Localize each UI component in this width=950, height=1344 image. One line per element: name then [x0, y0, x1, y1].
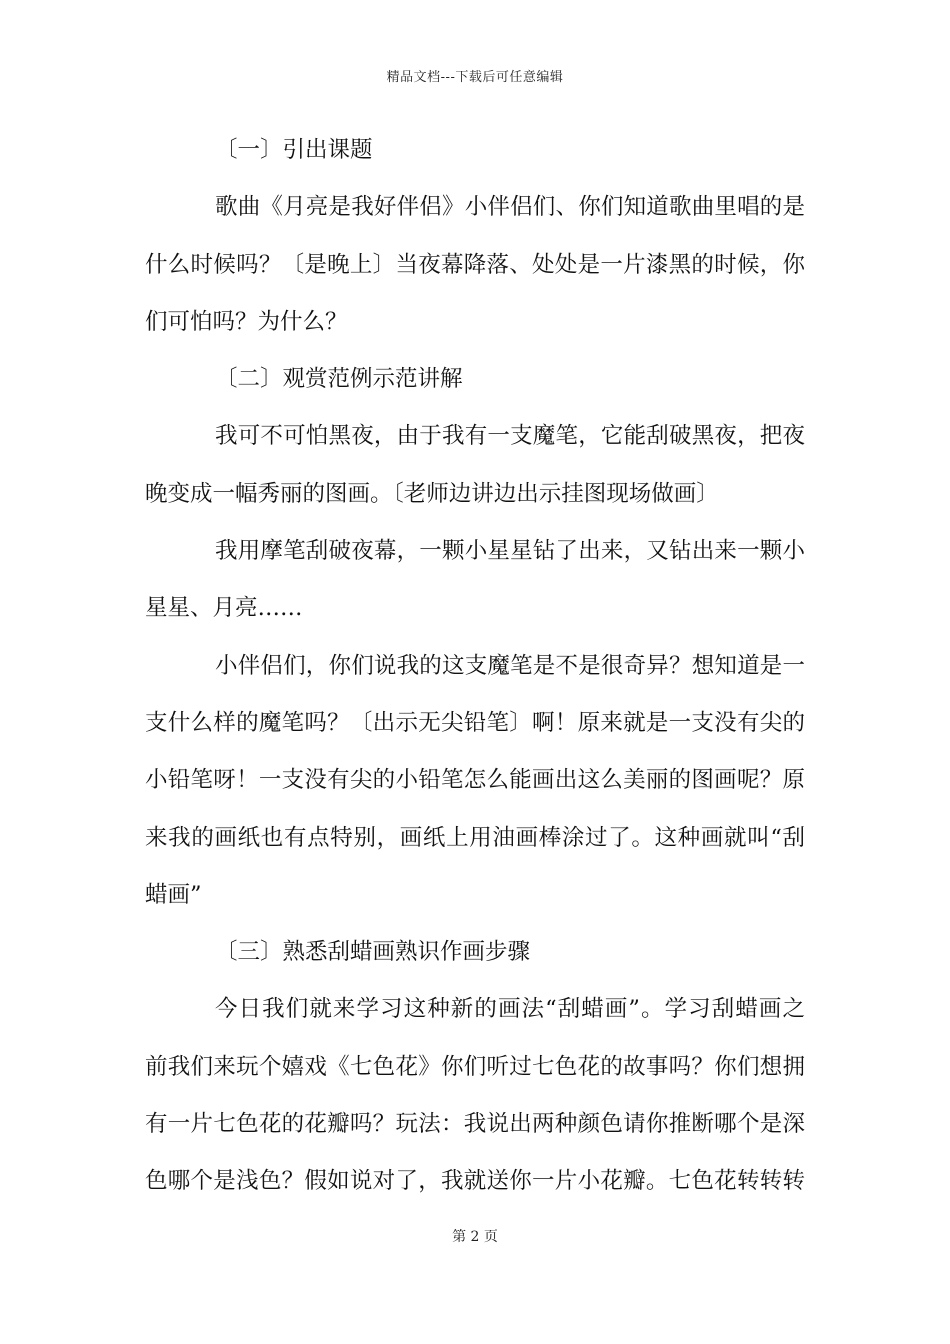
text-line: 我用摩笔刮破夜幕，一颗小星星钻了出来，又钻出来一颗小: [215, 538, 805, 565]
text-line: 我可不可怕黑夜，由于我有一支魔笔，它能刮破黑夜，把夜: [215, 423, 805, 450]
text-line: 歌曲《月亮是我好伴侣》小伴侣们、你们知道歌曲里唱的是: [215, 194, 805, 221]
page-footer: 第 2 页: [452, 1229, 498, 1245]
text-line: 今日我们就来学习这种新的画法“刮蜡画”。学习刮蜡画之: [215, 996, 805, 1023]
text-line: 有一片七色花的花瓣吗？玩法：我说出两种颜色请你推断哪个是深: [145, 1111, 805, 1138]
text-line: 晚变成一幅秀丽的图画。〔老师边讲边出示挂图现场做画〕: [145, 480, 719, 507]
text-line: 〔三〕熟悉刮蜡画熟识作画步骤: [215, 939, 531, 966]
text-line: 〔二〕观赏范例示范讲解: [215, 366, 463, 393]
text-line: 们可怕吗？为什么？: [145, 308, 348, 335]
text-line: 小伴侣们，你们说我的这支魔笔是不是很奇异？想知道是一: [215, 652, 805, 679]
text-line: 〔一〕引出课题: [215, 137, 373, 163]
text-line: 蜡画”: [145, 881, 202, 908]
text-line: 来我的画纸也有点特别，画纸上用油画棒涂过了。这种画就叫“刮: [145, 824, 805, 851]
text-line: 色哪个是浅色？假如说对了，我就送你一片小花瓣。七色花转转转: [145, 1168, 805, 1195]
document-body: [145, 122, 805, 1211]
text-line: 什么时候吗？〔是晚上〕当夜幕降落、处处是一片漆黑的时候，你: [145, 251, 805, 278]
text-line: 前我们来玩个嬉戏《七色花》你们听过七色花的故事吗？你们想拥: [145, 1053, 805, 1080]
text-line: 星星、月亮……: [145, 595, 303, 622]
page-header: 精品文档---下载后可任意编辑: [386, 70, 564, 85]
text-line: 小铅笔呀！一支没有尖的小铅笔怎么能画出这么美丽的图画呢？原: [145, 767, 805, 794]
text-line: 支什么样的魔笔吗？〔出示无尖铅笔〕啊！原来就是一支没有尖的: [145, 709, 805, 736]
